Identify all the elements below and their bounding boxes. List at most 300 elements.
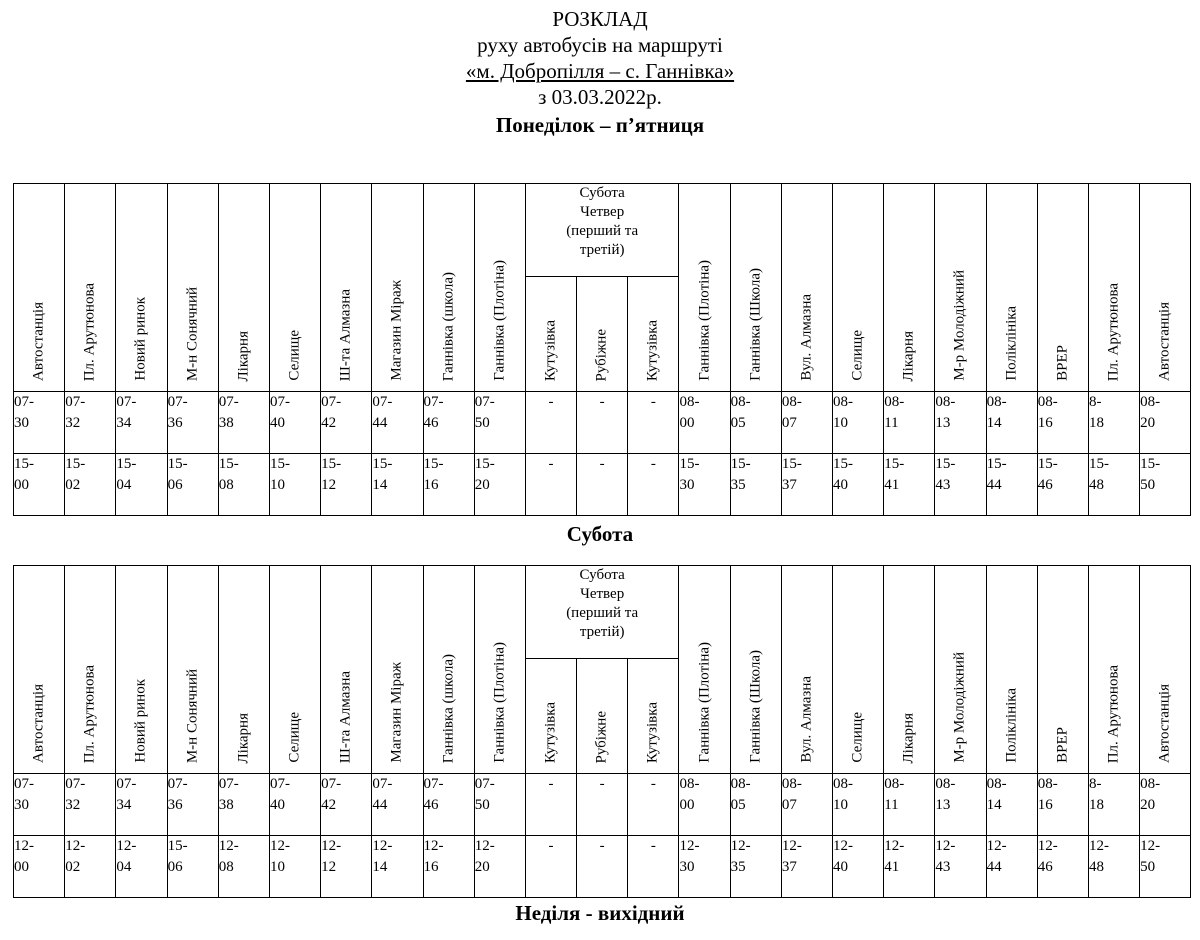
time-part: 08- — [986, 776, 1007, 792]
time-part: 12- — [935, 838, 956, 854]
time-part: 15- — [65, 456, 86, 472]
stop-name: Лікарня — [235, 712, 252, 763]
stop-header — [1088, 566, 1139, 774]
time-part: 15- — [884, 456, 905, 472]
time-part: 15- — [679, 456, 700, 472]
stop-name: Ганнівка (Школа) — [747, 268, 764, 381]
time-part: 10 — [269, 859, 285, 875]
stop-name: Рубіжне — [593, 328, 610, 381]
stop-name: Вул. Алмазна — [798, 676, 815, 763]
time-part: 00 — [679, 415, 695, 431]
group-header-line: Субота — [579, 567, 625, 583]
time-cell — [1140, 454, 1191, 516]
group-header-line: третій) — [579, 624, 625, 640]
time-cell — [935, 836, 986, 898]
time-part: 15- — [986, 456, 1007, 472]
time-part: 48 — [1088, 859, 1104, 875]
time-cell — [218, 836, 269, 898]
stop-header — [730, 184, 781, 392]
stop-name: Селище — [286, 712, 303, 763]
time-part: 08- — [1037, 776, 1058, 792]
time-cell — [474, 454, 525, 516]
stop-header — [1088, 184, 1139, 392]
time-part: 07- — [65, 776, 86, 792]
time-part: 16 — [423, 477, 439, 493]
stop-name: Пл. Арутюнова — [1105, 282, 1122, 381]
no-service-cell: - — [525, 392, 576, 454]
document-header — [0, 6, 1200, 138]
time-part: 07- — [321, 776, 342, 792]
time-cell — [781, 454, 832, 516]
time-cell — [1140, 836, 1191, 898]
stop-name: Рубіжне — [593, 710, 610, 763]
time-cell — [116, 454, 167, 516]
stop-name: Ганнівка (Плотіна) — [491, 642, 508, 763]
time-part: 46 — [1037, 859, 1053, 875]
stop-header — [577, 277, 628, 392]
stop-header — [14, 566, 65, 774]
group-header-line: Субота — [579, 185, 625, 201]
time-cell — [1088, 454, 1139, 516]
stop-header — [986, 184, 1037, 392]
time-part: 11 — [884, 797, 899, 813]
time-cell — [1088, 836, 1139, 898]
time-part: 38 — [218, 797, 234, 813]
time-part: 08- — [1140, 394, 1161, 410]
time-row — [14, 836, 1191, 898]
time-part: 08 — [218, 477, 234, 493]
time-part: 16 — [423, 859, 439, 875]
stop-name: Ганнівка (Плотіна) — [696, 260, 713, 381]
time-part: 07- — [116, 776, 137, 792]
time-cell — [1037, 454, 1088, 516]
time-cell — [833, 774, 884, 836]
time-part: 08- — [986, 394, 1007, 410]
time-part: 32 — [65, 797, 81, 813]
time-part: 37 — [781, 859, 797, 875]
stop-header — [321, 566, 372, 774]
time-cell — [116, 836, 167, 898]
stop-name: М-н Сонячний — [184, 668, 201, 763]
time-part: 15- — [474, 456, 495, 472]
time-cell — [65, 774, 116, 836]
time-part: 46 — [423, 797, 439, 813]
time-part: 15- — [167, 838, 188, 854]
time-part: 50 — [1140, 477, 1156, 493]
time-part: 20 — [474, 859, 490, 875]
time-cell — [986, 392, 1037, 454]
time-cell — [884, 392, 935, 454]
time-row — [14, 392, 1191, 454]
stop-name: Кутузівка — [542, 319, 559, 381]
time-part: 08- — [935, 776, 956, 792]
stop-header — [218, 566, 269, 774]
time-cell — [321, 774, 372, 836]
time-part: 14 — [986, 415, 1002, 431]
time-part: 12- — [65, 838, 86, 854]
time-cell — [218, 392, 269, 454]
time-part: 20 — [1140, 797, 1156, 813]
time-part: 05 — [730, 415, 746, 431]
stop-name: Селище — [849, 330, 866, 381]
time-cell — [423, 836, 474, 898]
group-header-line: третій) — [579, 242, 625, 258]
no-service-cell: - — [628, 454, 679, 516]
time-part: 30 — [14, 415, 29, 431]
time-cell — [321, 454, 372, 516]
time-part: 14 — [372, 859, 388, 875]
time-cell — [474, 836, 525, 898]
time-part: 12- — [474, 838, 495, 854]
time-part: 12- — [218, 838, 239, 854]
stop-name: М-р Молодіжний — [951, 270, 968, 381]
time-part: 43 — [935, 859, 951, 875]
time-part: 18 — [1088, 797, 1104, 813]
stop-header — [781, 566, 832, 774]
time-part: 07- — [321, 394, 342, 410]
time-part: 50 — [474, 415, 490, 431]
time-part: 15- — [167, 456, 188, 472]
time-part: 41 — [884, 477, 900, 493]
time-part: 44 — [372, 797, 388, 813]
stop-header — [1140, 184, 1191, 392]
time-cell — [884, 454, 935, 516]
time-cell — [65, 392, 116, 454]
time-part: 36 — [167, 415, 183, 431]
time-part: 15- — [321, 456, 342, 472]
time-cell — [1037, 774, 1088, 836]
stop-header — [525, 277, 576, 392]
time-part: 15- — [372, 456, 393, 472]
stop-name: М-р Молодіжний — [951, 652, 968, 763]
no-service-cell: - — [577, 454, 628, 516]
stop-name: Лікарня — [900, 712, 917, 763]
time-cell — [65, 454, 116, 516]
stop-name: Ганнівка (Школа) — [747, 650, 764, 763]
no-service-cell: - — [628, 836, 679, 898]
stop-name: Пл. Арутюнова — [1105, 664, 1122, 763]
time-part: 46 — [1037, 477, 1053, 493]
time-part: 40 — [269, 797, 285, 813]
time-part: 07- — [474, 394, 495, 410]
time-part: 8- — [1088, 776, 1102, 792]
time-part: 04 — [116, 859, 132, 875]
time-part: 12- — [884, 838, 905, 854]
stop-header — [781, 184, 832, 392]
time-part: 07- — [474, 776, 495, 792]
stop-header — [935, 184, 986, 392]
time-part: 15- — [1088, 456, 1109, 472]
time-cell — [730, 836, 781, 898]
time-part: 08- — [935, 394, 956, 410]
group-header-line: (перший та — [566, 223, 639, 239]
time-part: 08- — [884, 776, 905, 792]
time-part: 15- — [730, 456, 751, 472]
time-cell — [474, 774, 525, 836]
time-part: 07- — [167, 776, 188, 792]
time-part: 8- — [1088, 394, 1102, 410]
time-cell — [423, 392, 474, 454]
time-cell — [679, 392, 730, 454]
time-cell — [679, 836, 730, 898]
time-part: 20 — [474, 477, 490, 493]
time-cell — [372, 392, 423, 454]
time-cell — [167, 392, 218, 454]
time-cell — [423, 774, 474, 836]
time-part: 42 — [321, 797, 337, 813]
stop-header — [321, 184, 372, 392]
time-part: 15- — [423, 456, 444, 472]
stop-name: Ш-та Алмазна — [337, 288, 354, 381]
time-cell — [167, 454, 218, 516]
no-service-cell: - — [525, 454, 576, 516]
time-part: 08- — [730, 776, 751, 792]
time-cell — [1037, 836, 1088, 898]
time-row — [14, 454, 1191, 516]
time-part: 15- — [1037, 456, 1058, 472]
time-part: 13 — [935, 415, 951, 431]
stop-name: ВРЕР — [1054, 727, 1071, 763]
stop-header — [423, 566, 474, 774]
weekday-caption: Понеділок – п’ятниця — [495, 113, 705, 137]
stop-name: Лікарня — [900, 330, 917, 381]
time-part: 02 — [65, 477, 81, 493]
time-part: 07- — [372, 776, 393, 792]
time-part: 07- — [167, 394, 188, 410]
time-part: 44 — [372, 415, 388, 431]
stop-name: Ш-та Алмазна — [337, 670, 354, 763]
time-part: 12- — [679, 838, 700, 854]
time-cell — [884, 774, 935, 836]
stop-name: Кутузівка — [644, 701, 661, 763]
time-cell — [730, 454, 781, 516]
time-part: 16 — [1037, 415, 1053, 431]
doc-subtitle: руху автобусів на маршруті — [477, 33, 723, 57]
time-part: 36 — [167, 797, 183, 813]
stop-header — [833, 184, 884, 392]
time-cell — [833, 454, 884, 516]
time-part: 35 — [730, 477, 746, 493]
time-part: 14 — [986, 797, 1002, 813]
time-part: 06 — [167, 477, 183, 493]
time-part: 30 — [679, 477, 695, 493]
time-cell — [269, 836, 320, 898]
time-part: 43 — [935, 477, 951, 493]
time-part: 34 — [116, 415, 132, 431]
time-part: 12- — [14, 838, 34, 854]
time-cell — [269, 392, 320, 454]
time-part: 35 — [730, 859, 746, 875]
time-cell — [679, 774, 730, 836]
no-service-cell: - — [628, 392, 679, 454]
time-part: 07- — [269, 776, 290, 792]
time-part: 08 — [218, 859, 234, 875]
time-part: 15- — [1140, 456, 1161, 472]
time-part: 12- — [372, 838, 393, 854]
time-part: 50 — [1140, 859, 1156, 875]
time-part: 12- — [833, 838, 853, 854]
time-part: 13 — [935, 797, 951, 813]
time-part: 46 — [423, 415, 439, 431]
time-cell — [14, 774, 65, 836]
time-part: 15- — [218, 456, 239, 472]
time-part: 48 — [1088, 477, 1104, 493]
time-part: 12- — [1088, 838, 1109, 854]
time-cell — [1088, 392, 1139, 454]
time-part: 08- — [730, 394, 751, 410]
time-part: 30 — [679, 859, 695, 875]
time-part: 32 — [65, 415, 81, 431]
header-row — [14, 566, 1191, 659]
time-part: 08- — [679, 394, 700, 410]
stop-name: Ганнівка (Плотіна) — [491, 260, 508, 381]
time-part: 34 — [116, 797, 132, 813]
time-cell — [116, 392, 167, 454]
time-part: 10 — [833, 415, 848, 431]
stop-header — [167, 184, 218, 392]
route-name: «м. Добропілля – с. Ганнівка» — [465, 59, 735, 83]
group-header-cell — [525, 184, 679, 277]
time-part: 42 — [321, 415, 337, 431]
time-part: 44 — [986, 477, 1002, 493]
stop-header — [679, 184, 730, 392]
stop-header — [730, 566, 781, 774]
time-part: 18 — [1088, 415, 1104, 431]
stop-header — [833, 566, 884, 774]
stop-header — [1140, 566, 1191, 774]
stop-name: Кутузівка — [542, 701, 559, 763]
time-part: 08- — [1037, 394, 1058, 410]
time-part: 00 — [14, 859, 29, 875]
time-cell — [167, 836, 218, 898]
time-cell — [14, 836, 65, 898]
stop-name: ВРЕР — [1054, 345, 1071, 381]
time-part: 20 — [1140, 415, 1156, 431]
time-part: 12- — [1037, 838, 1058, 854]
time-part: 08- — [781, 776, 802, 792]
time-part: 12- — [1140, 838, 1161, 854]
saturday-schedule-table — [13, 565, 1191, 898]
time-part: 41 — [884, 859, 900, 875]
stop-name: Новий ринок — [132, 679, 149, 763]
time-cell — [986, 454, 1037, 516]
stop-header — [986, 566, 1037, 774]
time-part: 12 — [321, 477, 337, 493]
time-cell — [1088, 774, 1139, 836]
time-part: 08- — [833, 776, 853, 792]
stop-header — [14, 184, 65, 392]
time-part: 07- — [14, 394, 34, 410]
time-part: 07- — [218, 394, 239, 410]
stop-name: Автостанція — [30, 302, 47, 381]
stop-header — [116, 184, 167, 392]
time-cell — [423, 454, 474, 516]
stop-header — [474, 566, 525, 774]
weekday-schedule-table — [13, 183, 1191, 516]
time-part: 15- — [935, 456, 956, 472]
time-part: 30 — [14, 797, 29, 813]
time-cell — [218, 774, 269, 836]
stop-name: Кутузівка — [644, 319, 661, 381]
header-row — [14, 184, 1191, 277]
time-part: 15- — [269, 456, 290, 472]
stop-header — [1037, 184, 1088, 392]
time-part: 14 — [372, 477, 388, 493]
time-cell — [730, 774, 781, 836]
time-cell — [474, 392, 525, 454]
time-cell — [935, 774, 986, 836]
stop-name: Поліклініка — [1003, 306, 1020, 381]
time-part: 06 — [167, 859, 183, 875]
stop-header — [1037, 566, 1088, 774]
time-part: 15- — [116, 456, 137, 472]
time-part: 00 — [679, 797, 695, 813]
stop-header — [423, 184, 474, 392]
stop-header — [628, 277, 679, 392]
time-part: 44 — [986, 859, 1002, 875]
time-cell — [986, 836, 1037, 898]
time-part: 15- — [14, 456, 34, 472]
stop-name: Пл. Арутюнова — [81, 664, 98, 763]
stop-name: Вул. Алмазна — [798, 294, 815, 381]
time-cell — [14, 454, 65, 516]
time-part: 07- — [116, 394, 137, 410]
time-part: 16 — [1037, 797, 1053, 813]
stop-name: Магазин Міраж — [388, 662, 405, 763]
time-part: 07 — [781, 415, 797, 431]
no-service-cell: - — [628, 774, 679, 836]
stop-name: Ганнівка (школа) — [440, 271, 457, 381]
stop-name: Автостанція — [1156, 684, 1173, 763]
time-part: 08- — [781, 394, 802, 410]
time-cell — [781, 774, 832, 836]
stop-name: Селище — [286, 330, 303, 381]
time-part: 07- — [269, 394, 290, 410]
time-cell — [986, 774, 1037, 836]
time-part: 12- — [781, 838, 802, 854]
time-part: 12- — [986, 838, 1007, 854]
stop-header — [116, 566, 167, 774]
no-service-cell: - — [525, 774, 576, 836]
time-cell — [65, 836, 116, 898]
saturday-caption: Субота — [566, 522, 634, 546]
stop-name: Автостанція — [30, 684, 47, 763]
time-cell — [372, 454, 423, 516]
group-header-line: Четвер — [580, 586, 625, 602]
time-cell — [14, 392, 65, 454]
time-part: 07- — [65, 394, 86, 410]
time-part: 05 — [730, 797, 746, 813]
stop-header — [65, 566, 116, 774]
time-part: 12- — [269, 838, 290, 854]
time-part: 10 — [833, 797, 848, 813]
time-cell — [935, 392, 986, 454]
stop-header — [372, 184, 423, 392]
stop-name: Пл. Арутюнова — [81, 282, 98, 381]
group-header-line: Четвер — [580, 204, 625, 220]
group-header-line: (перший та — [566, 605, 639, 621]
time-part: 07 — [781, 797, 797, 813]
time-part: 40 — [833, 859, 848, 875]
time-cell — [1037, 392, 1088, 454]
time-cell — [269, 774, 320, 836]
time-cell — [321, 392, 372, 454]
no-service-cell: - — [577, 836, 628, 898]
time-part: 15- — [781, 456, 802, 472]
stop-name: М-н Сонячний — [184, 286, 201, 381]
time-cell — [269, 454, 320, 516]
stop-name: Лікарня — [235, 330, 252, 381]
